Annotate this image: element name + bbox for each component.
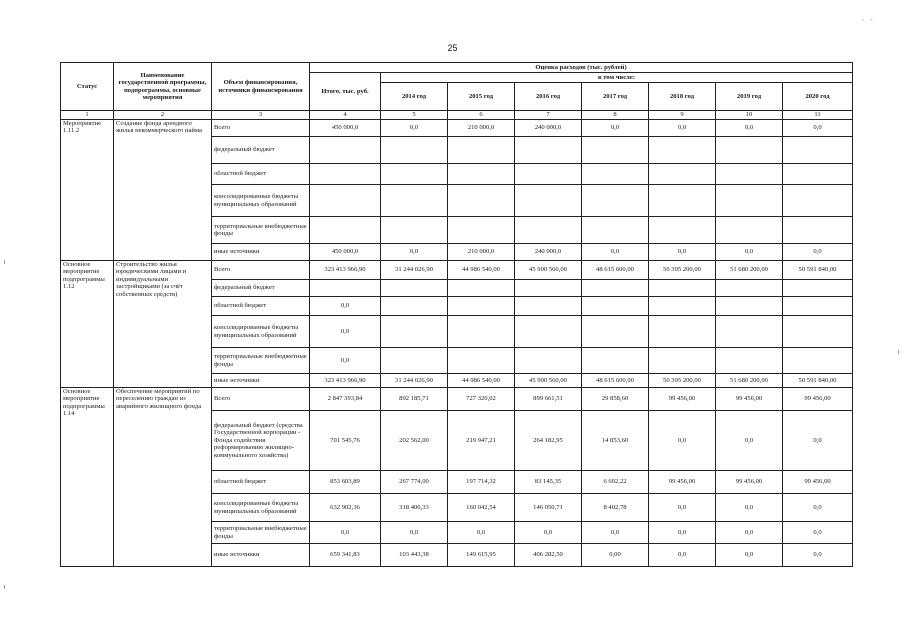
table-body: [61, 120, 853, 567]
value-cell: [716, 297, 783, 316]
value-cell: 45 900 560,00: [515, 261, 582, 280]
name-cell: Обеспечение мероприятий по переселению граждан из аварийного жилищного фонда: [114, 388, 212, 567]
value-cell: 8 402,78: [582, 494, 649, 522]
funding-source-cell: иные источники: [212, 544, 310, 567]
value-cell: [448, 185, 515, 217]
value-cell: [381, 217, 448, 244]
value-cell: 0,0: [381, 120, 448, 137]
value-cell: [381, 280, 448, 297]
value-cell: [716, 348, 783, 374]
value-cell: 0,0: [783, 544, 853, 567]
value-cell: 44 986 540,00: [448, 374, 515, 388]
value-cell: 0,00: [582, 544, 649, 567]
value-cell: 727 320,02: [448, 388, 515, 411]
value-cell: 701 545,76: [310, 411, 381, 471]
value-cell: 0,0: [649, 120, 716, 137]
value-cell: 48 615 600,00: [582, 261, 649, 280]
value-cell: [582, 217, 649, 244]
value-cell: [448, 164, 515, 185]
margin-mark: [4, 260, 5, 264]
value-cell: [649, 348, 716, 374]
value-cell: 0,0: [582, 522, 649, 544]
margin-mark: [4, 585, 5, 589]
value-cell: [649, 137, 716, 164]
table-header: [61, 63, 853, 120]
value-cell: 450 000,0: [310, 120, 381, 137]
value-cell: 632 902,36: [310, 494, 381, 522]
funding-source-cell: федеральный бюджет: [212, 280, 310, 297]
value-cell: [783, 348, 853, 374]
value-cell: 0,0: [310, 522, 381, 544]
value-cell: 103 443,38: [381, 544, 448, 567]
value-cell: [515, 137, 582, 164]
value-cell: [448, 137, 515, 164]
column-number: 4: [310, 111, 381, 120]
value-cell: 0,0: [649, 544, 716, 567]
table-row: [61, 261, 853, 280]
header-funding-volume: Объем финансирования, источники финансирования: [212, 63, 310, 111]
value-cell: 50 395 200,00: [649, 374, 716, 388]
funding-source-cell: федеральный бюджет: [212, 137, 310, 164]
value-cell: [582, 164, 649, 185]
value-cell: [515, 316, 582, 348]
value-cell: [310, 164, 381, 185]
value-cell: [582, 348, 649, 374]
value-cell: 450 000,0: [310, 244, 381, 261]
value-cell: 0,0: [783, 522, 853, 544]
value-cell: 99 456,00: [783, 471, 853, 494]
value-cell: [515, 297, 582, 316]
funding-source-cell: Всего: [212, 261, 310, 280]
value-cell: 29 858,60: [582, 388, 649, 411]
column-number: 1: [61, 111, 114, 120]
value-cell: [448, 348, 515, 374]
value-cell: [783, 297, 853, 316]
header-year: 2016 год: [515, 83, 582, 111]
value-cell: 0,0: [649, 522, 716, 544]
value-cell: 0,0: [448, 522, 515, 544]
header-year: 2015 год: [448, 83, 515, 111]
value-cell: 0,0: [649, 494, 716, 522]
value-cell: 0,0: [310, 316, 381, 348]
value-cell: 0,0: [783, 411, 853, 471]
funding-source-cell: областной бюджет: [212, 471, 310, 494]
value-cell: 853 603,89: [310, 471, 381, 494]
value-cell: [582, 185, 649, 217]
value-cell: 899 661,51: [515, 388, 582, 411]
value-cell: 6 602,22: [582, 471, 649, 494]
value-cell: 240 000,0: [515, 244, 582, 261]
header-year: 2014 год: [381, 83, 448, 111]
value-cell: [783, 185, 853, 217]
value-cell: [582, 137, 649, 164]
value-cell: [515, 164, 582, 185]
header-status: Статус: [61, 63, 114, 111]
value-cell: 210 000,0: [448, 244, 515, 261]
value-cell: 197 714,32: [448, 471, 515, 494]
value-cell: [582, 280, 649, 297]
value-cell: 99 456,00: [649, 471, 716, 494]
value-cell: [783, 280, 853, 297]
value-cell: 99 456,00: [649, 388, 716, 411]
value-cell: 0,0: [582, 244, 649, 261]
header-total: Итого, тыс. руб.: [310, 73, 381, 111]
status-cell: Основное мероприятие подпрограммы 1.12: [61, 261, 114, 388]
funding-source-cell: областной бюджет: [212, 297, 310, 316]
value-cell: 44 986 540,00: [448, 261, 515, 280]
value-cell: [716, 280, 783, 297]
value-cell: 0,0: [783, 244, 853, 261]
value-cell: [716, 137, 783, 164]
value-cell: [515, 348, 582, 374]
value-cell: [515, 185, 582, 217]
value-cell: 0,0: [310, 348, 381, 374]
value-cell: 240 000,0: [515, 120, 582, 137]
header-year: 2019 год: [716, 83, 783, 111]
value-cell: 210 000,0: [448, 120, 515, 137]
funding-source-cell: территориальные внебюджетные фонды: [212, 522, 310, 544]
value-cell: [649, 316, 716, 348]
value-cell: [649, 217, 716, 244]
value-cell: 0,0: [310, 297, 381, 316]
value-cell: [448, 316, 515, 348]
value-cell: [310, 280, 381, 297]
value-cell: 99 456,00: [783, 388, 853, 411]
value-cell: [381, 297, 448, 316]
value-cell: [649, 297, 716, 316]
funding-source-cell: территориальные внебюджетные фонды: [212, 217, 310, 244]
value-cell: [310, 185, 381, 217]
column-number: 3: [212, 111, 310, 120]
value-cell: 99 456,00: [716, 388, 783, 411]
value-cell: [381, 164, 448, 185]
value-cell: [381, 137, 448, 164]
column-number: 6: [448, 111, 515, 120]
value-cell: 323 413 966,90: [310, 374, 381, 388]
header-year: 2018 год: [649, 83, 716, 111]
value-cell: [649, 280, 716, 297]
value-cell: 50 395 200,00: [649, 261, 716, 280]
value-cell: 31 244 026,90: [381, 374, 448, 388]
value-cell: 318 406,33: [381, 494, 448, 522]
header-year: 2020 год: [783, 83, 853, 111]
value-cell: 2 847 393,84: [310, 388, 381, 411]
value-cell: 0,0: [649, 411, 716, 471]
value-cell: 267 774,00: [381, 471, 448, 494]
funding-source-cell: консолидированные бюджеты муниципальных образований: [212, 185, 310, 217]
value-cell: 0,0: [716, 494, 783, 522]
value-cell: 50 591 840,00: [783, 261, 853, 280]
value-cell: 264 182,95: [515, 411, 582, 471]
funding-source-cell: федеральный бюджет (средства Государственной корпорации - Фонда содействия реформированию жилищно-коммунального хозяйства): [212, 411, 310, 471]
header-estimate-title: Оценка расходов (тыс. рублей): [310, 63, 853, 73]
column-number: 5: [381, 111, 448, 120]
value-cell: [381, 348, 448, 374]
value-cell: 0,0: [649, 244, 716, 261]
name-cell: Создание фонда арендного жилья некоммерческого найма: [114, 120, 212, 261]
value-cell: 51 680 200,00: [716, 374, 783, 388]
value-cell: [716, 316, 783, 348]
value-cell: [716, 185, 783, 217]
value-cell: 0,0: [582, 120, 649, 137]
value-cell: [381, 185, 448, 217]
value-cell: 99 456,00: [716, 471, 783, 494]
value-cell: [381, 316, 448, 348]
value-cell: 0,0: [716, 522, 783, 544]
value-cell: 219 947,21: [448, 411, 515, 471]
name-cell: Строительство жилья юридическими лицами и индивидуальными застройщиками (за счёт собственных средств): [114, 261, 212, 388]
column-number: 2: [114, 111, 212, 120]
status-cell: Мероприятие 1.11.2: [61, 120, 114, 261]
value-cell: 0,0: [716, 244, 783, 261]
value-cell: [649, 164, 716, 185]
funding-source-cell: территориальные внебюджетные фонды: [212, 348, 310, 374]
header-name: Наименование государственной программы, подпрограммы, основные мероприятия: [114, 63, 212, 111]
funding-source-cell: областной бюджет: [212, 164, 310, 185]
value-cell: [310, 217, 381, 244]
value-cell: [582, 297, 649, 316]
value-cell: 149 615,95: [448, 544, 515, 567]
value-cell: 406 282,50: [515, 544, 582, 567]
value-cell: [448, 297, 515, 316]
column-number: 9: [649, 111, 716, 120]
column-number: 8: [582, 111, 649, 120]
page-number: 25: [447, 43, 458, 53]
budget-table: [60, 62, 853, 567]
value-cell: 0,0: [716, 411, 783, 471]
value-cell: [515, 217, 582, 244]
column-number: 7: [515, 111, 582, 120]
value-cell: 45 900 560,00: [515, 374, 582, 388]
table-row: [61, 120, 853, 137]
status-cell: Основное мероприятие подпрограммы 1.14: [61, 388, 114, 567]
value-cell: 202 562,00: [381, 411, 448, 471]
value-cell: [310, 137, 381, 164]
value-cell: 50 591 840,00: [783, 374, 853, 388]
value-cell: [783, 217, 853, 244]
table-row: [61, 388, 853, 411]
value-cell: 146 050,71: [515, 494, 582, 522]
value-cell: 14 853,60: [582, 411, 649, 471]
funding-source-cell: Всего: [212, 388, 310, 411]
value-cell: [582, 316, 649, 348]
value-cell: [515, 280, 582, 297]
value-cell: [783, 137, 853, 164]
funding-source-cell: консолидированные бюджеты муниципальных образований: [212, 494, 310, 522]
funding-source-cell: иные источники: [212, 374, 310, 388]
value-cell: [448, 280, 515, 297]
funding-source-cell: иные источники: [212, 244, 310, 261]
value-cell: 0,0: [381, 522, 448, 544]
value-cell: 0,0: [783, 120, 853, 137]
value-cell: 0,0: [716, 120, 783, 137]
column-numbers-row: [61, 111, 853, 120]
header-in-total: в том числе:: [381, 73, 853, 83]
value-cell: 83 145,35: [515, 471, 582, 494]
value-cell: 0,0: [783, 494, 853, 522]
funding-source-cell: консолидированные бюджеты муниципальных образований: [212, 316, 310, 348]
value-cell: [448, 217, 515, 244]
value-cell: 31 244 026,90: [381, 261, 448, 280]
value-cell: [649, 185, 716, 217]
value-cell: [716, 164, 783, 185]
value-cell: 0,0: [381, 244, 448, 261]
value-cell: 0,0: [515, 522, 582, 544]
value-cell: 659 341,83: [310, 544, 381, 567]
column-number: 11: [783, 111, 853, 120]
corner-mark: - -: [862, 17, 875, 24]
value-cell: [716, 217, 783, 244]
value-cell: 892 185,71: [381, 388, 448, 411]
value-cell: 0,0: [716, 544, 783, 567]
value-cell: [783, 316, 853, 348]
value-cell: 48 615 600,00: [582, 374, 649, 388]
funding-source-cell: Всего: [212, 120, 310, 137]
header-year: 2017 год: [582, 83, 649, 111]
value-cell: 160 042,54: [448, 494, 515, 522]
margin-mark: [898, 350, 899, 354]
value-cell: [783, 164, 853, 185]
column-number: 10: [716, 111, 783, 120]
value-cell: 323 413 966,90: [310, 261, 381, 280]
value-cell: 51 680 200,00: [716, 261, 783, 280]
